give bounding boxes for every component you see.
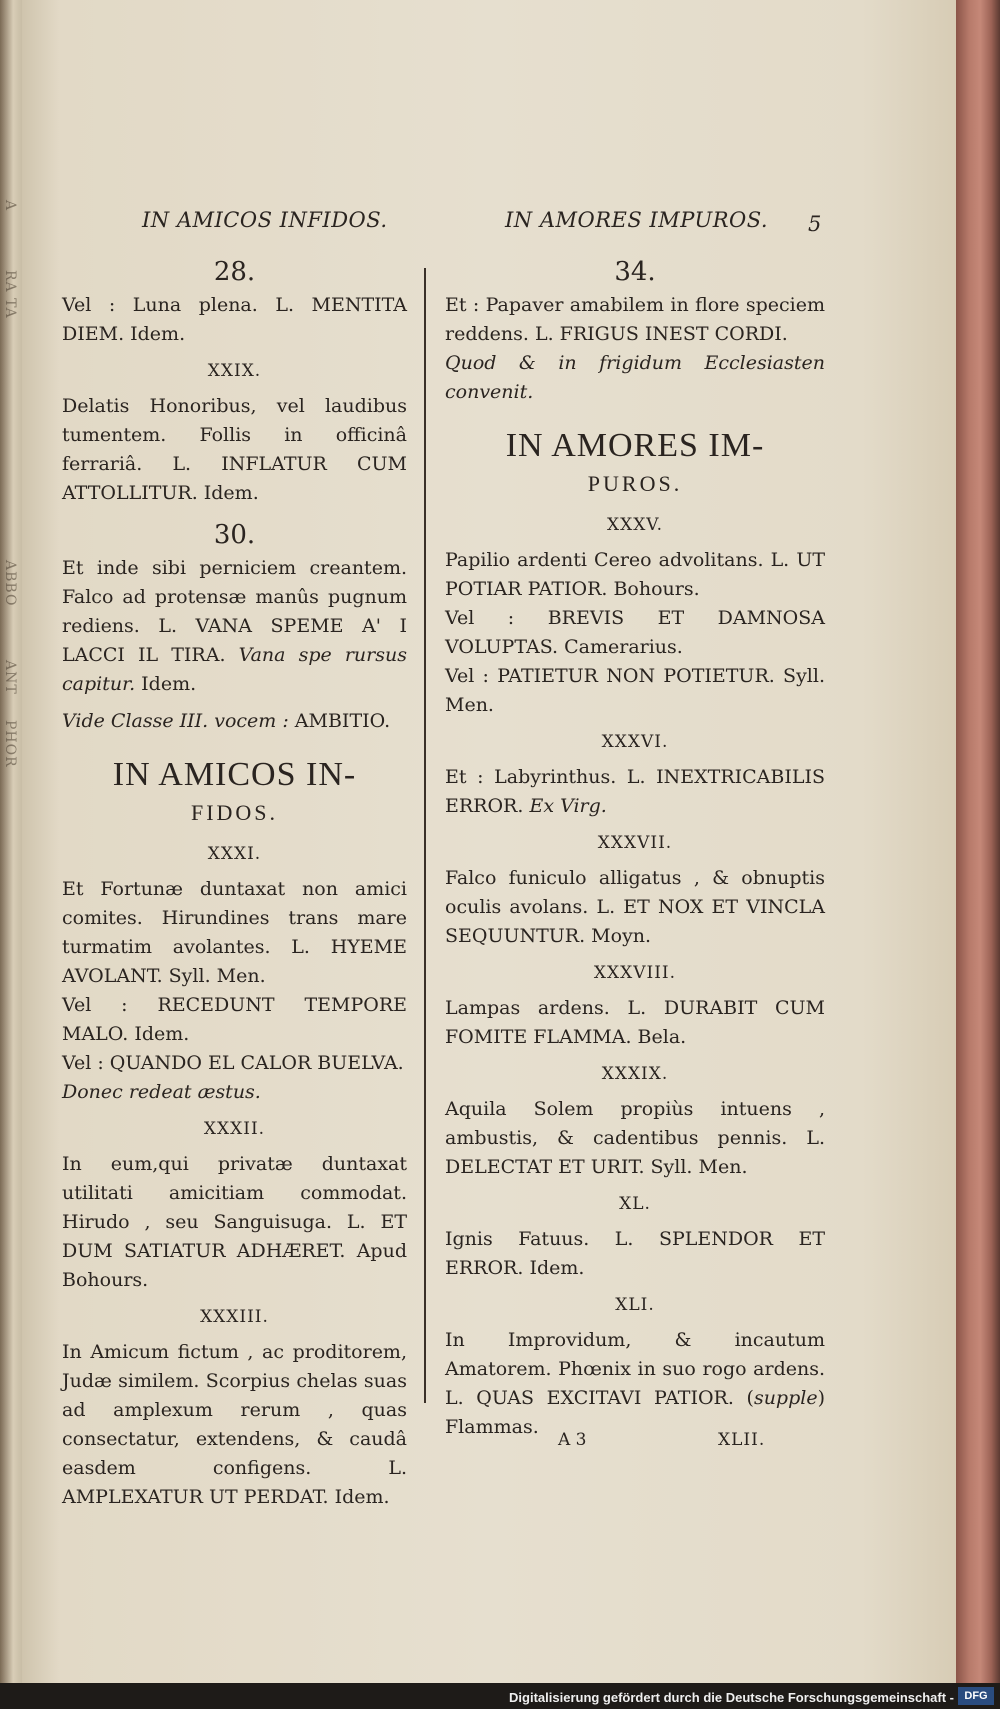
running-head-left: IN AMICOS INFIDOS. xyxy=(142,208,388,232)
emblem-entry: Et Fortunæ duntaxat non amici comites. Hirundines trans mare turmatim avolantes. L. HYEME AVOLANT. Syll. Men. xyxy=(62,878,407,987)
book-cover-edge xyxy=(956,0,1000,1709)
emblem-source: Idem. xyxy=(141,673,197,695)
emblem-entry: Ignis Fatuus. L. SPLENDOR ET ERROR. Idem. xyxy=(445,1228,825,1279)
signature-mark: A 3 xyxy=(558,1430,587,1450)
section-numeral: XL. xyxy=(619,1194,651,1214)
left-column xyxy=(62,205,407,1512)
emblem-entry: Vel : RECEDUNT TEMPORE MALO. Idem. xyxy=(62,994,407,1045)
cross-reference-target: AMBITIO. xyxy=(294,710,391,732)
left-page-fragment: A xyxy=(2,200,18,212)
right-column xyxy=(445,205,825,1442)
section-numeral: XXXV. xyxy=(606,515,664,535)
emblem-source: Ex Virg. xyxy=(529,795,607,817)
section-heading-line: IN AMICOS IN- xyxy=(112,756,357,793)
section-heading xyxy=(62,756,407,832)
page-number: 5 xyxy=(808,212,822,236)
emblem-text: Et : Labyrinthus. L. INEXTRICABILIS ERROR. xyxy=(445,766,825,817)
emblem-entry: Lampas ardens. L. DURABIT CUM FOMITE FLAMMA. Bela. xyxy=(445,997,825,1048)
cross-reference-text: Vide Classe III. vocem : xyxy=(62,710,289,732)
emblem-entry xyxy=(62,554,407,699)
emblem-text-end: ) Flammas. xyxy=(445,1387,825,1438)
emblem-translation: Vana spe rursus capitur. xyxy=(62,644,407,695)
emblem-entry: Aquila Solem propiùs intuens , ambustis, & cadentibus pennis. L. DELECTAT ET URIT. Syll. Men. xyxy=(445,1098,825,1178)
left-page-edge xyxy=(0,0,22,1709)
emblem-entry: In eum,qui privatæ duntaxat utilitati amicitiam commodat. Hirudo , seu Sanguisuga. L. ET DUM SATIATUR ADHÆRET. Apud Bohours. xyxy=(62,1153,407,1291)
emblem-comment: Quod & in frigidum Ecclesiasten convenit. xyxy=(445,352,825,403)
footer-bar xyxy=(0,1683,1000,1709)
cross-reference xyxy=(62,707,407,736)
column-divider xyxy=(424,268,426,1403)
section-numeral: XXXVII. xyxy=(597,833,673,853)
emblem-gloss: supple xyxy=(753,1387,818,1409)
emblem-entry: Delatis Honoribus, vel laudibus tumentem. Follis in officinâ ferrariâ. L. INFLATUR CUM ATTOLLITUR. Idem. xyxy=(62,395,407,504)
emblem-text: In Improvidum, & incautum Amatorem. Phœnix in suo rogo ardens. L. QUAS EXCITAVI PATIOR. ( xyxy=(445,1329,825,1409)
entry-number: 34. xyxy=(614,257,656,287)
section-heading-line: FIDOS. xyxy=(190,800,279,825)
emblem-translation: Donec redeat æstus. xyxy=(62,1081,261,1103)
section-numeral: XXXIII. xyxy=(200,1307,269,1327)
dfg-logo: DFG xyxy=(958,1687,994,1705)
section-numeral: XXIX. xyxy=(207,361,262,381)
left-page-fragment: RA TA xyxy=(2,270,18,319)
emblem-entry: Vel : PATIETUR NON POTIETUR. Syll. Men. xyxy=(445,665,825,716)
emblem-entry: In Amicum fictum , ac proditorem, Judæ similem. Scorpius chelas suas ad amplexum rerum , quas consectatur, extendens, & caudâ easdem configens. L. AMPLEXATUR UT PERDAT. Idem. xyxy=(62,1341,407,1508)
emblem-entry: Vel : BREVIS ET DAMNOSA VOLUPTAS. Camerarius. xyxy=(445,607,825,658)
catchword: XLII. xyxy=(718,1430,766,1450)
section-numeral: XXXIX. xyxy=(601,1064,669,1084)
section-numeral: XLI. xyxy=(615,1295,655,1315)
emblem-entry: Falco funiculo alligatus , & obnuptis oculis avolans. L. ET NOX ET VINCLA SEQUUNTUR. Moyn. xyxy=(445,867,825,947)
left-page-fragment: ABBO xyxy=(2,560,18,607)
entry-number: 28. xyxy=(213,257,256,287)
section-numeral: XXXVIII. xyxy=(593,963,677,983)
entry-number: 30. xyxy=(213,520,256,550)
section-heading xyxy=(445,427,825,503)
section-heading-line: PUROS. xyxy=(587,471,683,496)
emblem-text: Et inde sibi perniciem creantem. Falco ad protensæ manûs pugnum rediens. L. VANA SPEME A' I LACCI IL TIRA. xyxy=(62,557,407,666)
emblem-entry: Et : Papaver amabilem in flore speciem reddens. L. FRIGUS INEST CORDI. xyxy=(445,294,825,345)
emblem-entry xyxy=(445,1326,825,1442)
left-page-fragment: ANT xyxy=(2,660,18,695)
section-heading-line: IN AMORES IM- xyxy=(505,427,765,464)
emblem-entry: Vel : QUANDO EL CALOR BUELVA. xyxy=(62,1052,404,1074)
section-numeral: XXXI. xyxy=(207,844,262,864)
emblem-entry xyxy=(445,763,825,821)
emblem-entry: Papilio ardenti Cereo advolitans. L. UT POTIAR PATIOR. Bohours. xyxy=(445,549,825,600)
section-numeral: XXXVI. xyxy=(601,732,669,752)
left-page-fragment: PHOR xyxy=(2,720,18,768)
emblem-entry: Vel : Luna plena. L. MENTITA DIEM. Idem. xyxy=(62,294,407,345)
funding-credit: Digitalisierung gefördert durch die Deutsche Forschungsgemeinschaft - xyxy=(509,1690,954,1705)
section-numeral: XXXII. xyxy=(203,1119,266,1139)
running-head-right: IN AMORES IMPUROS. xyxy=(505,208,769,232)
